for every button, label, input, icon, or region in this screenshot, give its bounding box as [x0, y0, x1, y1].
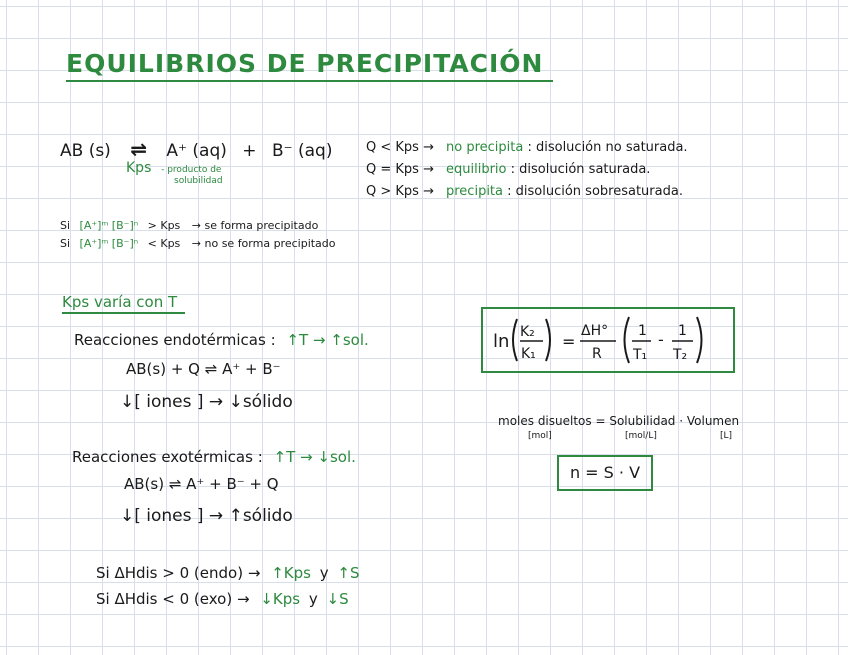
exothermic-title: Reacciones exotérmicas :: [72, 448, 263, 466]
unit-l: [L]: [720, 431, 733, 441]
and-word: y: [319, 564, 329, 582]
exothermic-heading: [72, 448, 356, 466]
endothermic-equation: AB(s) + Q ⇌ A⁺ + B⁻: [126, 360, 281, 378]
ln-symbol: ln: [493, 331, 510, 352]
kps-definition-line1: - producto de: [161, 165, 222, 175]
n-equals-sv-box: n = S · V: [557, 455, 653, 491]
kps-change: ↓Kps: [260, 590, 301, 608]
condition-state: no precipita: [446, 140, 524, 155]
kps-label: Kps: [126, 160, 152, 176]
precipitation-rule: [60, 219, 318, 232]
unit-mol: [mol]: [528, 431, 552, 441]
equilibrium-arrow-icon: ⇌: [130, 137, 147, 161]
moles-relation: moles disueltos = Solubilidad · Volumen: [498, 414, 740, 428]
t1: T₁: [633, 347, 648, 363]
unit-mol-per-l: [mol/L]: [625, 431, 657, 441]
kps-definition: [160, 165, 223, 187]
enthalpy-rule: [96, 590, 349, 608]
reactant: AB (s): [60, 141, 111, 161]
si-word: Si: [60, 237, 71, 250]
t2: T₂: [673, 347, 688, 363]
enthalpy-condition: Si ΔHdis > 0 (endo) →: [96, 564, 261, 582]
endothermic-ions: ↓[ iones ] → ↓sólido: [120, 392, 293, 412]
plus-sign: +: [242, 141, 257, 161]
left-paren-icon: [625, 317, 630, 363]
endothermic-heading: [74, 331, 369, 349]
condition-state: precipita: [446, 184, 503, 199]
solubility-change: ↑S: [337, 564, 360, 582]
product-anion: B⁻ (aq): [271, 141, 333, 161]
section-heading: Kps varía con T: [62, 292, 185, 314]
right-paren-icon: [546, 319, 550, 361]
delta-h: ΔH°: [581, 323, 609, 339]
relation: > Kps: [147, 219, 181, 232]
gas-constant: R: [592, 346, 602, 362]
right-paren-icon: [697, 317, 702, 363]
condition-row: [366, 184, 683, 199]
minus-sign: -: [658, 330, 664, 349]
ion-product: [A⁺]ᵐ [B⁻]ⁿ: [79, 219, 139, 232]
condition-symbol: Q = Kps →: [366, 162, 434, 177]
endothermic-title: Reacciones endotérmicas :: [74, 331, 276, 349]
k1: K₁: [521, 346, 536, 362]
left-paren-icon: [513, 319, 517, 361]
condition-description: : disolución no saturada.: [527, 140, 688, 155]
dissolution-reaction: [60, 137, 332, 161]
exothermic-equation: AB(s) ⇌ A⁺ + B⁻ + Q: [124, 475, 279, 493]
enthalpy-condition: Si ΔHdis < 0 (exo) →: [96, 590, 250, 608]
one: 1: [638, 323, 647, 339]
enthalpy-rule: [96, 564, 359, 582]
solubility-change: ↓S: [326, 590, 349, 608]
si-word: Si: [60, 219, 71, 232]
equals-sign: =: [562, 332, 576, 351]
exothermic-effect: ↑T → ↓sol.: [273, 448, 356, 466]
precipitation-rule: [60, 237, 336, 250]
vant-hoff-formula: [483, 309, 733, 371]
kps-definition-line2: solubilidad: [174, 176, 223, 186]
ion-product: [A⁺]ᵐ [B⁻]ⁿ: [79, 237, 139, 250]
page-title: EQUILIBRIOS DE PRECIPITACIÓN: [66, 48, 553, 82]
rule-result: → no se forma precipitado: [191, 237, 336, 250]
kps-change: ↑Kps: [271, 564, 311, 582]
condition-row: [366, 140, 688, 155]
condition-state: equilibrio: [446, 162, 507, 177]
product-cation: A⁺ (aq): [166, 141, 227, 161]
vant-hoff-formula-box: [481, 307, 735, 373]
and-word: y: [308, 590, 318, 608]
condition-symbol: Q < Kps →: [366, 140, 434, 155]
condition-description: : disolución saturada.: [510, 162, 651, 177]
exothermic-ions: ↓[ iones ] → ↑sólido: [120, 506, 293, 526]
endothermic-effect: ↑T → ↑sol.: [286, 331, 369, 349]
relation: < Kps: [147, 237, 181, 250]
one: 1: [678, 323, 687, 339]
condition-symbol: Q > Kps →: [366, 184, 434, 199]
k2: K₂: [520, 324, 535, 340]
condition-description: : disolución sobresaturada.: [507, 184, 683, 199]
rule-result: → se forma precipitado: [191, 219, 319, 232]
condition-row: [366, 162, 650, 177]
